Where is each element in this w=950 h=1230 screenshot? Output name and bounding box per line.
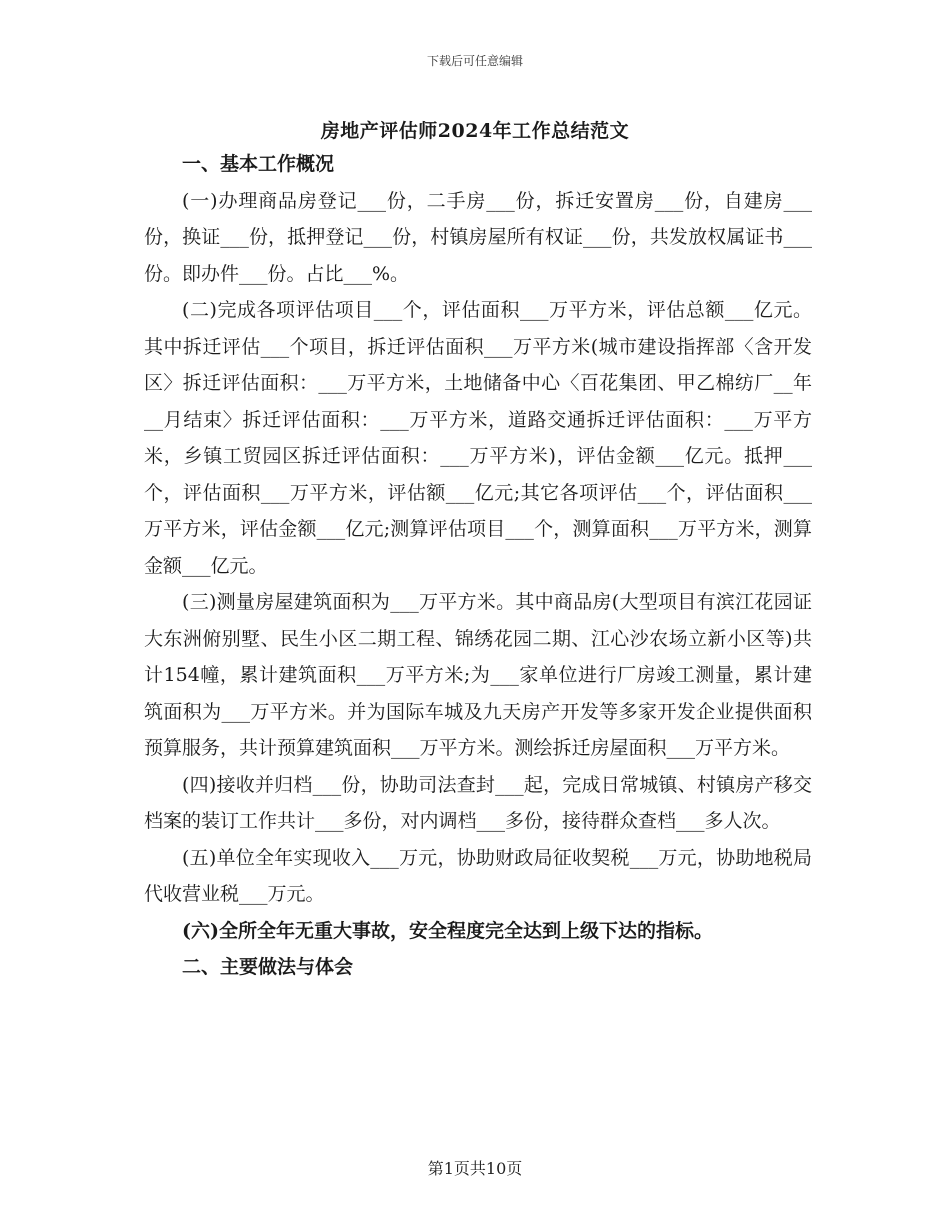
- document-body: [144, 146, 812, 986]
- paragraph-registration: (一)办理商品房登记___份，二手房___份，拆迁安置房___份，自建房___份，换证___份，抵押登记___份，村镇房屋所有权证___份，共发放权属证书___份。即办件___份。占比___%。: [144, 189, 812, 285]
- paragraph-surveying: (三)测量房屋建筑面积为___万平方米。其中商品房(大型项目有滨江花园证大东洲俯别墅、民生小区二期工程、锦绣花园二期、江心沙农场立新小区等)共计154幢，累计建筑面积___万平方米;为___家单位进行厂房竣工测量，累计建筑面积为___万平方米。并为国际车城及九天房产开发等多家开发企业提供面积预算服务，共计预算建筑面积___万平方米。测绘拆迁房屋面积___万平方米。: [144, 591, 812, 759]
- paragraph-revenue: (五)单位全年实现收入___万元，协助财政局征收契税___万元，协助地税局代收营业税___万元。: [144, 846, 812, 905]
- section-heading-basic-overview: 一、基本工作概况: [182, 153, 335, 175]
- paragraph-safety: (六)全所全年无重大事故，安全程度完全达到上级下达的指标。: [182, 919, 713, 942]
- page-header-note: 下载后可任意编辑: [426, 54, 523, 68]
- document-title: 房地产评估师2024年工作总结范文: [320, 120, 630, 142]
- section-heading-practices: 二、主要做法与体会: [182, 956, 354, 978]
- paragraph-archives: (四)接收并归档___份，协助司法查封___起，完成日常城镇、村镇房产移交档案的装订工作共计___多份，对内调档___多份，接待群众查档___多人次。: [144, 773, 812, 832]
- paragraph-appraisal: (二)完成各项评估项目___个，评估面积___万平方米，评估总额___亿元。其中拆迁评估___个项目，拆迁评估面积___万平方米(城市建设指挥部〈含开发区〉拆迁评估面积：___万平方米，土地储备中心〈百花集团、甲乙棉纺厂__年__月结束〉拆迁评估面积：___万平方米，道路交通拆迁评估面积：___万平方米，乡镇工贸园区拆迁评估面积：___万平方米)，评估金额___亿元。抵押___个，评估面积___万平方米，评估额___亿元;其它各项评估___个，评估面积___万平方米，评估金额___亿元;测算评估项目___个，测算面积___万平方米，测算金额___亿元。: [144, 299, 812, 577]
- page-footer-number: 第1页共10页: [427, 1159, 523, 1178]
